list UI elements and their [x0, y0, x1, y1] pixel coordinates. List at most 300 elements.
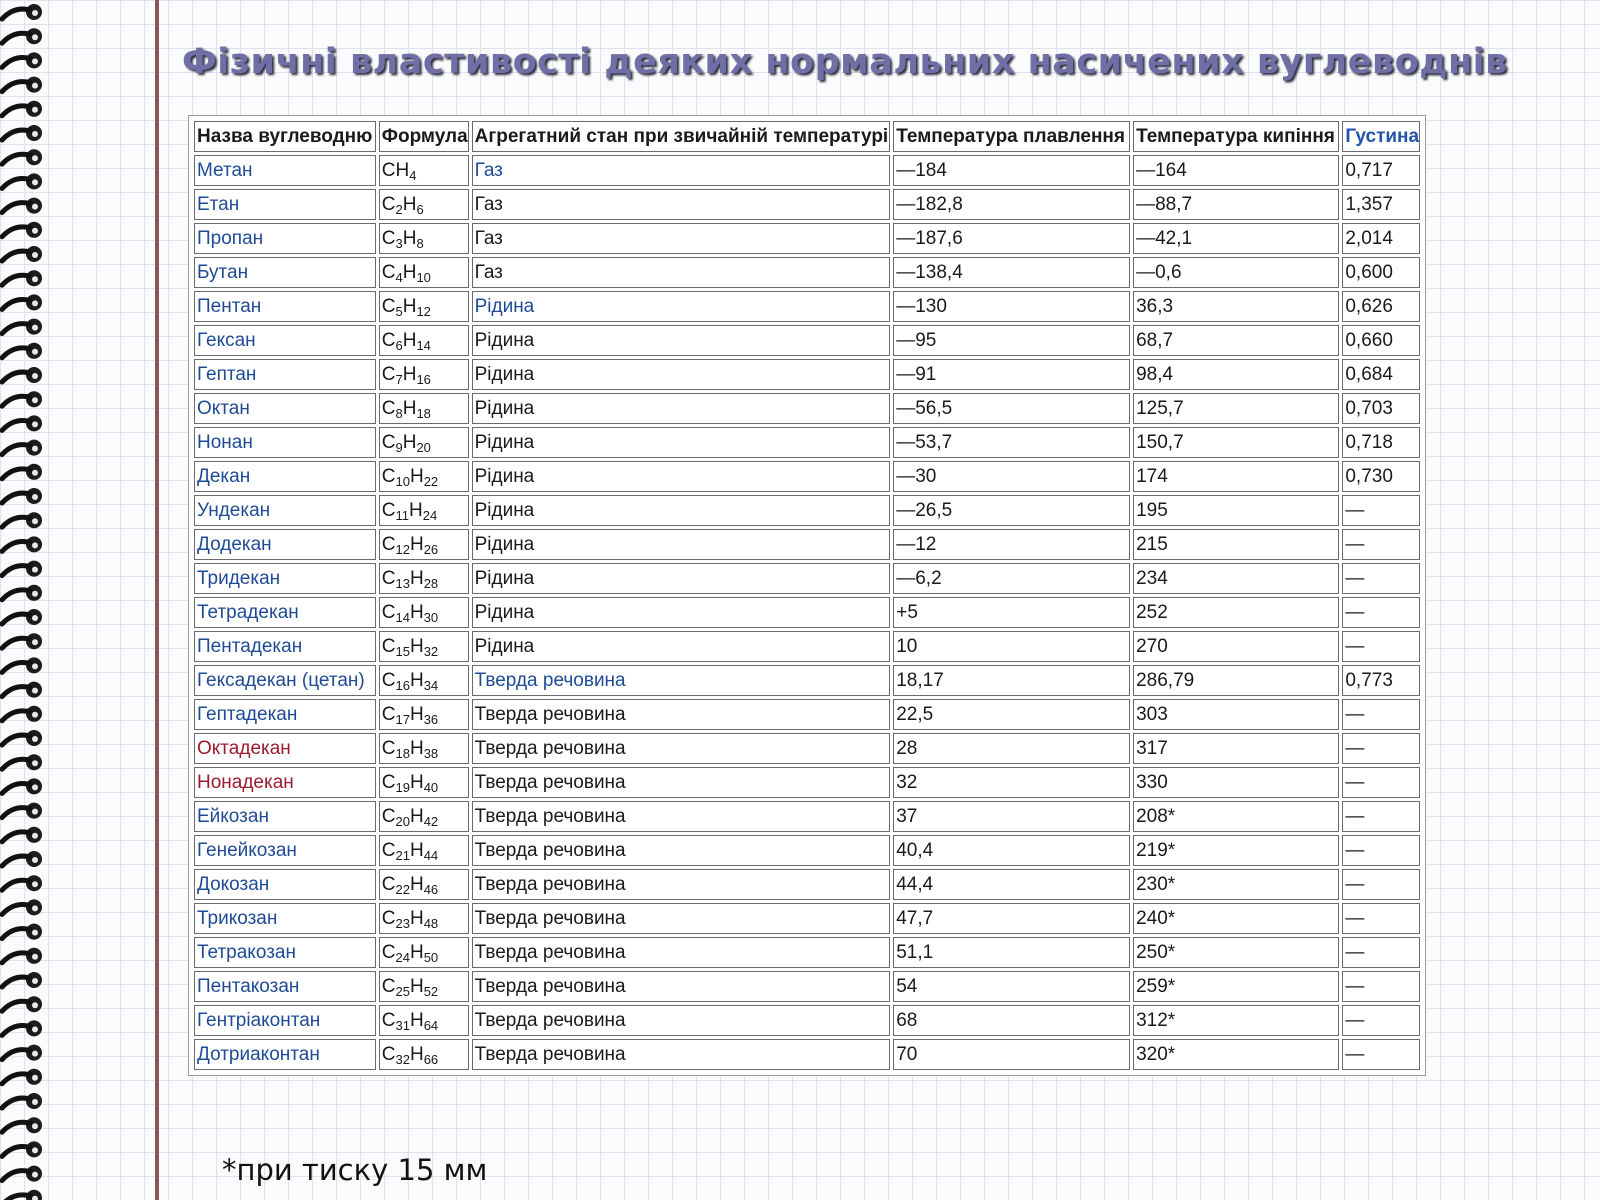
- boiling-point: 174: [1133, 461, 1339, 492]
- formula: [379, 1039, 469, 1070]
- formula-subscript: 22: [395, 881, 410, 897]
- density: —: [1342, 1039, 1420, 1070]
- aggregate-state: Тверда речовина: [472, 869, 891, 900]
- hydrocarbon-name[interactable]: Пентакозан: [194, 971, 376, 1002]
- melting-point: 47,7: [893, 903, 1130, 934]
- formula-element: C: [381, 397, 396, 419]
- density: —: [1342, 631, 1420, 662]
- spiral-ring: [2, 996, 42, 1012]
- melting-point: 68: [893, 1005, 1130, 1036]
- formula-element: C: [381, 295, 396, 317]
- hydrocarbon-name[interactable]: Пентан: [194, 291, 376, 322]
- formula-subscript: 44: [423, 847, 439, 863]
- density: 0,730: [1342, 461, 1420, 492]
- aggregate-state: Рідина: [472, 427, 891, 458]
- spiral-ring: [2, 294, 42, 310]
- formula: [379, 869, 469, 900]
- table-row: [194, 461, 1420, 492]
- spiral-ring: [2, 1166, 42, 1182]
- formula-subscript: 5: [395, 303, 403, 319]
- aggregate-state: Тверда речовина: [472, 903, 891, 934]
- melting-point: —130: [893, 291, 1130, 322]
- boiling-point: 234: [1133, 563, 1339, 594]
- density: —: [1342, 495, 1420, 526]
- formula: [379, 665, 469, 696]
- hydrocarbon-name[interactable]: Октан: [194, 393, 376, 424]
- page-title: Фізичні властивості деяких нормальних насичених вуглеводнів: [182, 42, 1508, 82]
- table-row: [194, 325, 1420, 356]
- formula-element: H: [409, 601, 424, 623]
- table-row: [194, 937, 1420, 968]
- formula-subscript: 66: [423, 1051, 439, 1067]
- formula-element: H: [409, 873, 424, 895]
- formula-subscript: 21: [395, 847, 410, 863]
- spiral-ring: [2, 464, 42, 480]
- formula-subscript: 32: [395, 1051, 410, 1067]
- formula-element: C: [381, 465, 396, 487]
- table-row: [194, 631, 1420, 662]
- hydrocarbon-name[interactable]: Тетракозан: [194, 937, 376, 968]
- density: 0,773: [1342, 665, 1420, 696]
- boiling-point: —0,6: [1133, 257, 1339, 288]
- formula-element: C: [381, 363, 396, 385]
- formula: [379, 733, 469, 764]
- spiral-ring: [2, 391, 42, 407]
- formula: [379, 971, 469, 1002]
- table-row: [194, 495, 1420, 526]
- formula-subscript: 18: [416, 405, 431, 421]
- formula-subscript: 36: [423, 711, 439, 727]
- hydrocarbon-name[interactable]: Ейкозан: [194, 801, 376, 832]
- properties-table-container: [188, 115, 1426, 1076]
- formula-subscript: 30: [423, 609, 439, 625]
- formula-subscript: 15: [395, 643, 410, 659]
- hydrocarbon-name[interactable]: Гентріаконтан: [194, 1005, 376, 1036]
- formula: [379, 257, 469, 288]
- boiling-point: 320*: [1133, 1039, 1339, 1070]
- table-row: [194, 393, 1420, 424]
- density: 0,600: [1342, 257, 1420, 288]
- aggregate-state: Рідина: [472, 597, 891, 628]
- table-row: [194, 903, 1420, 934]
- formula-subscript: 13: [395, 575, 410, 591]
- formula-element: C: [381, 703, 396, 725]
- spiral-ring: [2, 222, 42, 238]
- formula: [379, 835, 469, 866]
- melting-point: —53,7: [893, 427, 1130, 458]
- spiral-ring: [2, 778, 42, 794]
- melting-point: —26,5: [893, 495, 1130, 526]
- hydrocarbon-name[interactable]: Ундекан: [194, 495, 376, 526]
- formula: [379, 189, 469, 220]
- formula-subscript: 20: [416, 439, 431, 455]
- spiral-ring: [2, 28, 42, 44]
- hydrocarbon-name[interactable]: Бутан: [194, 257, 376, 288]
- formula-subscript: 12: [395, 541, 410, 557]
- formula-element: C: [381, 873, 396, 895]
- formula-element: CH: [381, 159, 410, 181]
- density: —: [1342, 869, 1420, 900]
- spiral-ring: [2, 488, 42, 504]
- melting-point: 37: [893, 801, 1130, 832]
- density: 0,717: [1342, 155, 1420, 186]
- boiling-point: 270: [1133, 631, 1339, 662]
- table-row: [194, 223, 1420, 254]
- table-header-row: [194, 121, 1420, 152]
- formula-subscript: 40: [423, 779, 439, 795]
- hydrocarbon-name[interactable]: Пентадекан: [194, 631, 376, 662]
- formula-element: H: [409, 805, 424, 827]
- formula-subscript: 6: [416, 201, 424, 217]
- hydrocarbon-name[interactable]: Метан: [194, 155, 376, 186]
- formula-element: C: [381, 1043, 396, 1065]
- aggregate-state: Тверда речовина: [472, 1005, 891, 1036]
- formula-subscript: 7: [395, 371, 403, 387]
- table-row: [194, 597, 1420, 628]
- formula-subscript: 24: [422, 507, 438, 523]
- header-formula: Формула: [379, 121, 469, 152]
- formula-subscript: 12: [416, 303, 431, 319]
- spiral-ring: [2, 1141, 42, 1157]
- spiral-ring: [2, 1117, 42, 1133]
- formula: [379, 937, 469, 968]
- spiral-ring: [2, 754, 42, 770]
- spiral-ring: [2, 803, 42, 819]
- boiling-point: 98,4: [1133, 359, 1339, 390]
- boiling-point: 68,7: [1133, 325, 1339, 356]
- formula-element: H: [409, 635, 424, 657]
- hydrocarbon-name[interactable]: Дотриаконтан: [194, 1039, 376, 1070]
- formula-subscript: 25: [395, 983, 410, 999]
- formula-element: H: [402, 193, 417, 215]
- formula-element: C: [381, 261, 396, 283]
- boiling-point: 259*: [1133, 971, 1339, 1002]
- hydrocarbon-name[interactable]: Октадекан: [194, 733, 376, 764]
- hydrocarbon-name[interactable]: Нонан: [194, 427, 376, 458]
- formula-element: C: [381, 907, 396, 929]
- formula-subscript: 4: [409, 167, 417, 183]
- table-row: [194, 563, 1420, 594]
- formula-element: H: [408, 499, 423, 521]
- formula-element: C: [381, 805, 396, 827]
- melting-point: 10: [893, 631, 1130, 662]
- formula-subscript: 10: [395, 473, 410, 489]
- aggregate-state: Рідина: [472, 393, 891, 424]
- spiral-ring: [2, 1093, 42, 1109]
- aggregate-state: Тверда речовина: [472, 767, 891, 798]
- density: —: [1342, 597, 1420, 628]
- formula-element: C: [381, 227, 396, 249]
- melting-point: 54: [893, 971, 1130, 1002]
- spiral-ring: [2, 512, 42, 528]
- hydrocarbon-name[interactable]: Додекан: [194, 529, 376, 560]
- margin-line: [155, 0, 159, 1200]
- spiral-ring: [2, 173, 42, 189]
- formula-subscript: 50: [423, 949, 439, 965]
- hydrocarbon-name[interactable]: Гептадекан: [194, 699, 376, 730]
- boiling-point: 230*: [1133, 869, 1339, 900]
- hydrocarbon-name[interactable]: Нонадекан: [194, 767, 376, 798]
- hydrocarbon-name[interactable]: Пропан: [194, 223, 376, 254]
- spiral-ring: [2, 319, 42, 335]
- melting-point: —138,4: [893, 257, 1130, 288]
- hydrocarbon-name[interactable]: Етан: [194, 189, 376, 220]
- formula-element: H: [409, 703, 424, 725]
- formula-subscript: 64: [423, 1017, 439, 1033]
- melting-point: 40,4: [893, 835, 1130, 866]
- spiral-ring: [2, 1069, 42, 1085]
- density: —: [1342, 1005, 1420, 1036]
- density: —: [1342, 529, 1420, 560]
- formula-element: C: [381, 669, 396, 691]
- table-row: [194, 767, 1420, 798]
- formula-element: H: [409, 567, 424, 589]
- aggregate-state[interactable]: Газ: [472, 155, 891, 186]
- spiral-ring: [2, 246, 42, 262]
- spiral-ring: [2, 633, 42, 649]
- density: —: [1342, 733, 1420, 764]
- formula: [379, 155, 469, 186]
- table-row: [194, 291, 1420, 322]
- spiral-ring: [2, 343, 42, 359]
- spiral-ring: [2, 585, 42, 601]
- boiling-point: 219*: [1133, 835, 1339, 866]
- formula-subscript: 34: [423, 677, 439, 693]
- density: —: [1342, 801, 1420, 832]
- formula-element: H: [409, 839, 424, 861]
- melting-point: —184: [893, 155, 1130, 186]
- formula-element: H: [409, 907, 424, 929]
- hydrocarbon-name[interactable]: Гептан: [194, 359, 376, 390]
- formula: [379, 495, 469, 526]
- header-density-link[interactable]: Густина: [1342, 121, 1420, 152]
- formula: [379, 631, 469, 662]
- aggregate-state[interactable]: Тверда речовина: [472, 665, 891, 696]
- formula-subscript: 6: [395, 337, 403, 353]
- spiral-ring: [2, 851, 42, 867]
- table-row: [194, 155, 1420, 186]
- aggregate-state: Рідина: [472, 631, 891, 662]
- density: —: [1342, 563, 1420, 594]
- hydrocarbon-name[interactable]: Гексан: [194, 325, 376, 356]
- melting-point: 70: [893, 1039, 1130, 1070]
- formula: [379, 529, 469, 560]
- melting-point: —6,2: [893, 563, 1130, 594]
- formula-element: H: [409, 975, 424, 997]
- formula-subscript: 2: [395, 201, 403, 217]
- formula-subscript: 18: [395, 745, 410, 761]
- spiral-ring: [2, 827, 42, 843]
- formula-element: C: [381, 839, 396, 861]
- boiling-point: —42,1: [1133, 223, 1339, 254]
- table-row: [194, 1039, 1420, 1070]
- melting-point: 18,17: [893, 665, 1130, 696]
- density: 0,626: [1342, 291, 1420, 322]
- formula: [379, 767, 469, 798]
- table-row: [194, 529, 1420, 560]
- density: 0,660: [1342, 325, 1420, 356]
- formula-element: H: [402, 431, 417, 453]
- formula-subscript: 28: [423, 575, 439, 591]
- density: 0,718: [1342, 427, 1420, 458]
- table-row: [194, 359, 1420, 390]
- formula-element: H: [409, 465, 424, 487]
- table-row: [194, 427, 1420, 458]
- table-row: [194, 835, 1420, 866]
- boiling-point: 286,79: [1133, 665, 1339, 696]
- table-row: [194, 869, 1420, 900]
- aggregate-state: Рідина: [472, 461, 891, 492]
- formula: [379, 393, 469, 424]
- spiral-ring: [2, 609, 42, 625]
- melting-point: 32: [893, 767, 1130, 798]
- formula-element: C: [381, 193, 396, 215]
- spiral-ring: [2, 149, 42, 165]
- melting-point: —12: [893, 529, 1130, 560]
- boiling-point: —88,7: [1133, 189, 1339, 220]
- formula-subscript: 48: [423, 915, 439, 931]
- spiral-ring: [2, 52, 42, 68]
- spiral-ring: [2, 101, 42, 117]
- aggregate-state: Тверда речовина: [472, 1039, 891, 1070]
- hydrocarbon-name[interactable]: Генейкозан: [194, 835, 376, 866]
- density: —: [1342, 699, 1420, 730]
- header-melting-point: Температура плавлення: [893, 121, 1130, 152]
- hydrocarbon-name[interactable]: Трикозан: [194, 903, 376, 934]
- formula-subscript: 24: [395, 949, 410, 965]
- spiral-ring: [2, 899, 42, 915]
- boiling-point: 317: [1133, 733, 1339, 764]
- melting-point: +5: [893, 597, 1130, 628]
- aggregate-state: Рідина: [472, 495, 891, 526]
- formula: [379, 1005, 469, 1036]
- spiral-ring: [2, 1190, 42, 1200]
- aggregate-state: Рідина: [472, 325, 891, 356]
- melting-point: 44,4: [893, 869, 1130, 900]
- formula: [379, 223, 469, 254]
- formula-element: H: [409, 1043, 424, 1065]
- formula-element: C: [381, 771, 396, 793]
- formula-element: H: [402, 397, 417, 419]
- hydrocarbon-name[interactable]: Декан: [194, 461, 376, 492]
- density: —: [1342, 937, 1420, 968]
- spiral-ring: [2, 415, 42, 431]
- hydrocarbon-name[interactable]: Тетрадекан: [194, 597, 376, 628]
- spiral-ring: [2, 730, 42, 746]
- density: —: [1342, 767, 1420, 798]
- spiral-ring: [2, 270, 42, 286]
- formula-element: C: [381, 941, 396, 963]
- spiral-ring: [2, 948, 42, 964]
- melting-point: —56,5: [893, 393, 1130, 424]
- formula-subscript: 17: [395, 711, 410, 727]
- formula-subscript: 26: [423, 541, 439, 557]
- boiling-point: 215: [1133, 529, 1339, 560]
- formula-element: C: [381, 601, 396, 623]
- hydrocarbons-table: [191, 118, 1423, 1073]
- melting-point: 51,1: [893, 937, 1130, 968]
- formula-subscript: 14: [416, 337, 431, 353]
- hydrocarbon-name[interactable]: Тридекан: [194, 563, 376, 594]
- formula: [379, 359, 469, 390]
- formula: [379, 461, 469, 492]
- formula-subscript: 19: [395, 779, 410, 795]
- formula-element: H: [409, 771, 424, 793]
- formula-subscript: 11: [395, 507, 409, 523]
- formula-element: H: [409, 941, 424, 963]
- boiling-point: 330: [1133, 767, 1339, 798]
- formula: [379, 597, 469, 628]
- formula-subscript: 22: [423, 473, 439, 489]
- formula: [379, 699, 469, 730]
- formula-element: H: [402, 329, 417, 351]
- spiral-ring: [2, 875, 42, 891]
- boiling-point: 250*: [1133, 937, 1339, 968]
- formula-subscript: 10: [416, 269, 431, 285]
- spiral-ring: [2, 77, 42, 93]
- spiral-ring: [2, 924, 42, 940]
- aggregate-state: Тверда речовина: [472, 801, 891, 832]
- formula: [379, 801, 469, 832]
- formula-subscript: 4: [395, 269, 403, 285]
- spiral-ring: [2, 1020, 42, 1036]
- spiral-ring: [2, 972, 42, 988]
- formula-element: C: [381, 329, 396, 351]
- boiling-point: 303: [1133, 699, 1339, 730]
- boiling-point: 312*: [1133, 1005, 1339, 1036]
- formula-element: H: [409, 1009, 424, 1031]
- formula-subscript: 32: [423, 643, 439, 659]
- formula-element: H: [402, 363, 417, 385]
- formula-subscript: 9: [395, 439, 403, 455]
- density: 2,014: [1342, 223, 1420, 254]
- formula-subscript: 20: [395, 813, 410, 829]
- density: 0,684: [1342, 359, 1420, 390]
- melting-point: —30: [893, 461, 1130, 492]
- hydrocarbon-name[interactable]: Гексадекан (цетан): [194, 665, 376, 696]
- table-row: [194, 1005, 1420, 1036]
- melting-point: 28: [893, 733, 1130, 764]
- spiral-ring: [2, 198, 42, 214]
- table-row: [194, 801, 1420, 832]
- header-state: Агрегатний стан при звичайній температурі: [472, 121, 891, 152]
- table-row: [194, 189, 1420, 220]
- header-boiling-point: Температура кипіння: [1133, 121, 1339, 152]
- table-row: [194, 971, 1420, 1002]
- melting-point: —187,6: [893, 223, 1130, 254]
- formula-element: C: [381, 533, 396, 555]
- formula-element: H: [409, 669, 424, 691]
- formula-subscript: 38: [423, 745, 439, 761]
- melting-point: 22,5: [893, 699, 1130, 730]
- density: —: [1342, 971, 1420, 1002]
- aggregate-state: Тверда речовина: [472, 937, 891, 968]
- aggregate-state: Газ: [472, 223, 891, 254]
- hydrocarbon-name[interactable]: Докозан: [194, 869, 376, 900]
- spiral-ring: [2, 706, 42, 722]
- formula-element: H: [402, 227, 417, 249]
- formula-subscript: 16: [416, 371, 431, 387]
- formula: [379, 903, 469, 934]
- melting-point: —95: [893, 325, 1130, 356]
- boiling-point: 240*: [1133, 903, 1339, 934]
- formula-subscript: 42: [423, 813, 439, 829]
- formula-element: C: [381, 1009, 396, 1031]
- melting-point: —91: [893, 359, 1130, 390]
- aggregate-state[interactable]: Рідина: [472, 291, 891, 322]
- spiral-ring: [2, 440, 42, 456]
- aggregate-state: Рідина: [472, 563, 891, 594]
